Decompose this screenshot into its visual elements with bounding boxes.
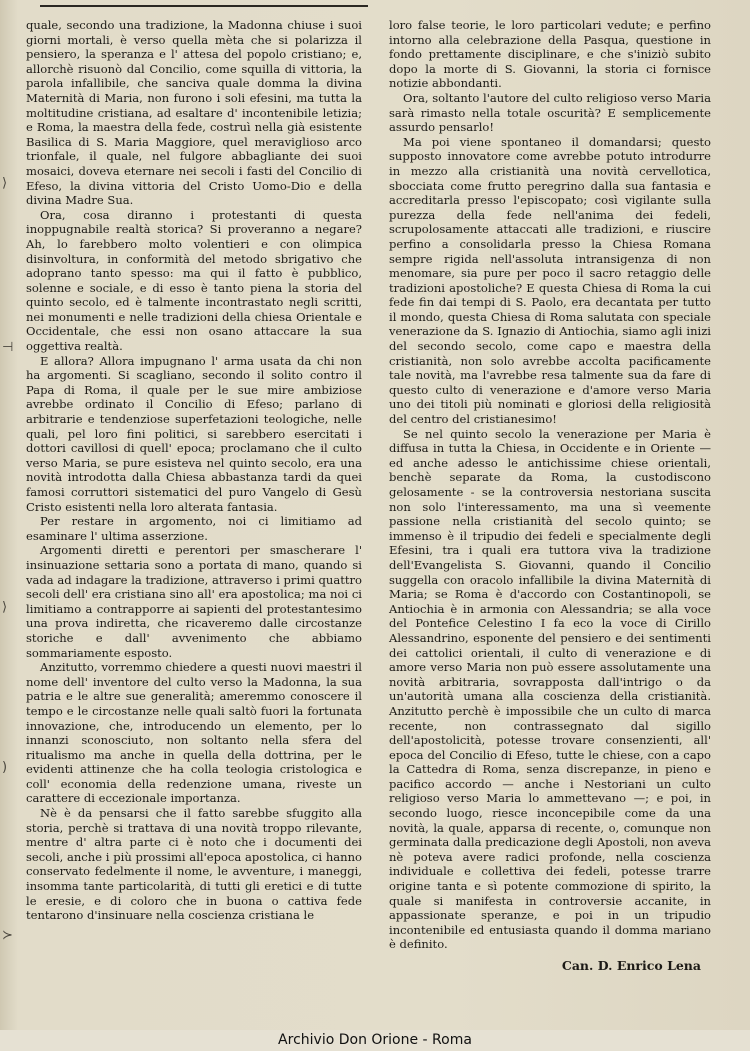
paragraph: Se nel quinto secolo la venerazione per Maria è diffusa in tutta la Chiesa, in Occidente e in Oriente — ed anche adesso le antichissime chiese orientali, benchè separate da Roma, la custodiscono gelosamente - se la controversia nestoriana suscita non solo l'interessamento, ma una sì veemente passione nella cristianità del secolo quinto; se immenso è il tripudio dei fedeli e specialmente degli Efesini, tra i quali era tuttora viva la tradizione dell'Evangelista S. Giovanni, quando il Concilio suggella con oracolo infallibile la divina Maternità di Maria; se Roma è d'accordo con Costantinopoli, se Antiochia è in armonia con Alessandria; se alla voce del Pontefice Celestino I fa eco la voce di Cirillo Alessandrino, esponente del pensiero e dei sentimenti dei cattolici orientali, il culto di venerazione e di amore verso Maria non può essere assolutamente una novità arbitraria, sovrapposta dall'intrigo o da un'autorità umana alla coscienza della cristianità. Anzitutto perchè è impossibile che un culto di marca recente, non contrassegnato dal sigillo dell'apostolicità, potesse trovare consenzienti, all' epoca del Concilio di Efeso, tutte le chiese, con a capo la Cattedra di Roma, senza discrepanze, in pieno e pacifico accordo — anche i Nestoriani un culto religioso verso Maria lo ammettevano —; e poi, in secondo luogo, riesce inconcepibile come da una novità, la quale, apparsa di recente, o, comunque non germinata dalla predicazione degli Apostoli, non aveva nè poteva avere radici profonde, nella coscienza individuale e collettiva dei fedeli, potesse trarre origine tanta e sì potente commozione di spirito, la quale si manifesta in controversie accanite, in appassionate speranze, e poi in un tripudio incontenibile ed entusiasta quando il domma mariano è definito. — [389, 426, 711, 952]
paragraph: Ora, soltanto l'autore del culto religioso verso Maria sarà rimasto nella totale oscurità? E semplicemente assurdo pensarlo! — [389, 90, 711, 135]
margin-mark: ≻ — [2, 928, 13, 943]
margin-mark: ⊣ — [2, 340, 14, 355]
archive-footer: Archivio Don Orione - Roma — [0, 1030, 750, 1051]
paragraph: Nè è da pensarsi che il fatto sarebbe sfuggito alla storia, perchè si trattava di una novità troppo rilevante, mentre d' altra parte ci è noto che i documenti dei secoli, anche i più prossimi all'epoca apostolica, ci hanno conservato fedelmente il nome, le avventure, i maneggi, insomma tante particolarità, di tutti gli eretici e di tutte le eresie, e di coloro che in buona o cattiva fede tentarono d'insinuare nella coscienza cristiana le — [26, 806, 362, 923]
paragraph: Ma poi viene spontaneo il domandarsi; questo supposto innovatore come avrebbe potuto introdurre in mezzo alla cristianità una novità cervellotica, sbocciata come frutto peregrino dalla sua fantasia e accreditarla presso l'episcopato; così vigilante sulla purezza della fede nell'anima dei fedeli, scrupolosamente attaccati alle tradizioni, e riuscire perfino a consolidarla presso la Chiesa Romana sempre rigida nell'assoluta intransigenza di non menomare, sia pure per poco il sacro retaggio delle tradizioni apostoliche? E questa Chiesa di Roma la cui fede fin dai tempi di S. Paolo, era decantata per tutto il mondo, questa Chiesa di Roma salutata con speciale venerazione da S. Ignazio di Antiochia, siamo agli inizi del secondo secolo, come capo e maestra della cristianità, non solo avrebbe accolta pacificamente tale novità, ma l'avrebbe resa talmente sua da fare di questo culto di venerazione e d'amore verso Maria uno dei titoli più nominati e gloriosi della religiosità del centro del cristianesimo! — [389, 134, 711, 427]
left-column — [26, 18, 362, 923]
author-signature: Can. D. Enrico Lena — [561, 958, 701, 973]
margin-mark: ⟩ — [2, 176, 8, 191]
margin-mark: ) — [2, 760, 8, 775]
paragraph: Anzitutto, vorremmo chiedere a questi nuovi maestri il nome dell' inventore del culto verso la Madonna, la sua patria e le altre sue generalità; ameremmo conoscere il tempo e le circostanze nelle quali saltò fuori la fortunata innovazione, che, introducendo un elemento, per lo innanzi sconosciuto, non soltanto nella sfera del ritualismo ma anche in quella della dottrina, per le evidenti attinenze che ha colla teologia cristologica e coll' economia della redenzione umana, riveste un carattere di eccezionale importanza. — [26, 660, 362, 806]
paragraph: E allora? Allora impugnano l' arma usata da chi non ha argomenti. Si scagliano, secondo il solito contro il Papa di Roma, il quale per le sue mire ambiziose avrebbe ordinato il Concilio di Efeso; parlano di arbitrarie e tendenziose superfetazioni teologiche, nelle quali, pel loro fini politici, si sarebbero esercitati i dottori cavillosi di quell' epoca; proclamano che il culto verso Maria, se pure esisteva nel quinto secolo, era una novità introdotta dalla Chiesa abbastanza tardi da quei famosi corruttori sistematici del puro Vangelo di Gesù Cristo esistenti nella loro alterata fantasia. — [26, 353, 362, 514]
paragraph: quale, secondo una tradizione, la Madonna chiuse i suoi giorni mortali, è verso quella mèta che si polarizza il pensiero, la speranza e l' attesa del popolo cristiano; e, allorchè risuonò dal Concilio, come squilla di vittoria, la parola infallibile, che sanciva quale domma la divina Maternità di Maria, non furono i soli efesini, ma tutta la moltitudine cristiana, ad esaltare d' incontenibile letizia; e Roma, la maestra della fede, costruì nella già esistente Basilica di S. Maria Maggiore, quel meraviglioso arco trionfale, il quale, nel fulgore abbagliante dei suoi mosaici, doveva eternare nei secoli i fasti del Concilio di Efeso, la divina vittoria del Cristo Uomo-Dio e della divina Madre Sua. — [26, 18, 362, 208]
top-rule — [40, 5, 368, 7]
paragraph: Ora, cosa diranno i protestanti di questa inoppugnabile realtà storica? Si proveranno a negare? Ah, lo farebbero molto volentieri e con olimpica disinvoltura, in conformità del metodo sbrigativo che adoprano tanto spesso: ma qui il fatto è pubblico, solenne e sociale, e di esso è tanto piena la storia del quinto secolo, ed è talmente incontrastato negli scritti, nei monumenti e nelle tradizioni della chiesa Orientale e Occidentale, che essi non osano attaccare la sua oggettiva realtà. — [26, 207, 362, 354]
paragraph: loro false teorie, le loro particolari vedute; e perfino intorno alla celebrazione della Pasqua, questione in fondo prettamente disciplinare, e che s'iniziò subito dopo la morte di S. Giovanni, la storia ci fornisce notizie abbondanti. — [389, 18, 711, 91]
margin-mark: ⟩ — [2, 600, 8, 615]
right-column — [389, 18, 711, 974]
paragraph: Per restare in argomento, noi ci limitiamo ad esaminare l' ultima asserzione. — [26, 514, 362, 543]
paragraph: Argomenti diretti e perentori per smascherare l' insinuazione settaria sono a portata di mano, quando si vada ad indagare la tradizione, attraverso i primi quattro secoli dell' era cristiana sino all' era apostolica; ma noi ci limitiamo a contrapporre ai sapienti del protestantesimo una prova indiretta, che ricaveremo dalle circostanze storiche e dall' avvenimento che abbiamo sommariamente esposto. — [26, 543, 362, 660]
